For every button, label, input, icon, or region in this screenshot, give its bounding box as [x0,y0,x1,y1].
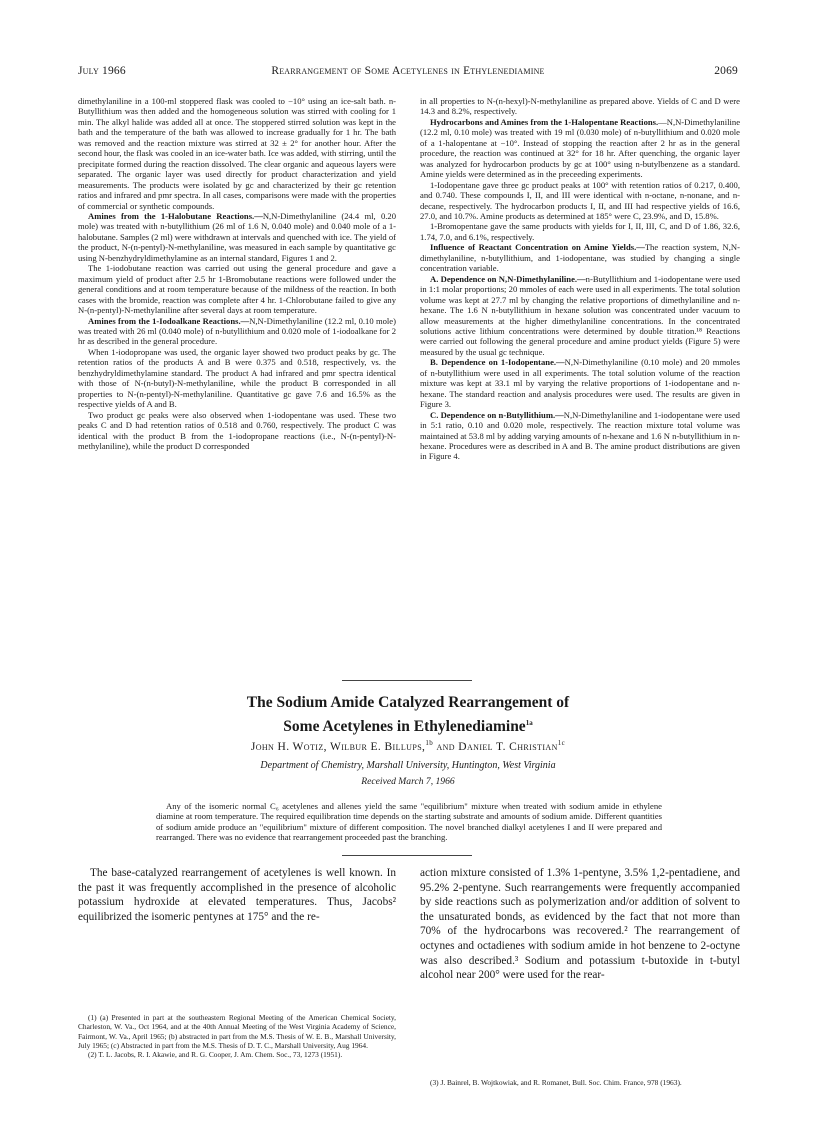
paragraph: dimethylaniline in a 100-ml stoppered flask was cooled to −10° using an ice-salt bath. n-Butyllithium was then added and the homogeneous solution was stirred with cooling for 1 min. The alkyl halide was added all at once. The stoppered stirred solution was kept in the bath and the temperature of the bath was allowed to increase gradually for 1 hr. The bath was removed and the reaction mixture was stirred at 32 ± 2° for another hour. After the second hour, the flask was cooled in an ice-water bath. Ice was added, with stirring, until the precipitate formed during the reaction dissolved. The clear organic and aqueous layers were separated. The organic layer was used directly for product characterization and yield measurements. The products were isolated by gc and characterized by their gc retention ratios and infrared and pmr spectra. In all cases, comparisons were made with the properties of commercial or synthetic compounds. [78,96,397,211]
abstract: Any of the isomeric normal C₆ acetylenes and allenes yield the same "equilibrium" mixture when treated with sodium amide in ethylene diamine at room temperature. The required equilibration time depends on the starting substrate and amounts of sodium amide. Different quantities of sodium amide produce an "equilibrium" mixture of different composition. The novel branched dialkyl acetylenes I and II were prepared and rearranged. There was no evidence that rearrangement proceeded past the branching. [156,801,662,842]
paragraph: 1-Bromopentane gave the same products with yields for I, II, III, C, and D of 1.86, 32.6, 1.74, 7.0, and 6.1%, respectively. [420,221,740,242]
running-title: Rearrangement of Some Acetylenes in Ethylenediamine [271,65,545,77]
paragraph: C. Dependence on n-Butyllithium.—N,N-Dimethylaniline and 1-iodopentane were used in 5:1 ratio, 0.10 and 0.020 mole, respectively. The reaction mixture total volume was maintained at 53.8 ml by adding varying amounts of n-hexane and 1.6 N n-butyllithium in n-hexane. Procedures were as described in A and B. The amine product distributions are given in Figure 4. [420,409,740,462]
divider-rule [342,680,472,681]
paragraph: A. Dependence on N,N-Dimethylaniline.—n-Butyllithium and 1-iodopentane were used in 1:1 molar proportions; 20 mmoles of each were used in all experiments. The total solution volume was kept at 27.7 ml by changing the relative proportions of dimethylaniline and n-hexane. The 1.6 N n-butyllithium in hexane solution was concentrated under vacuum to allow measurements at the higher dimethylaniline concentrations. In the concentrated solutions active lithium concentrations were determined by double titration.¹⁸ Reactions were carried out following the general procedure and amine product yields (Figure 5) were measured by the usual gc technique. [420,273,740,357]
paragraph: The 1-iodobutane reaction was carried out using the general procedure and gave a maximum yield of product after 2.5 hr 1-Bromobutane reactions were followed under the general conditions and at room temperature because of the mildness of the reaction. In both cases with the bromide, reaction was complete after 4 hr. 1-Chlorobutane failed to give any N-(n-pentyl)-N-methylaniline after several days at room temperature. [78,263,396,316]
received-date: Received March 7, 1966 [361,776,455,787]
section-heading: Influence of Reactant Concentration on Amine Yields.— [430,242,645,253]
author-name: Wilbur E. Billups, [329,740,426,753]
author-list [110,739,706,753]
paragraph: The base-catalyzed rearrangement of acetylenes is well known. In the past it was frequently accomplished in the presence of alcoholic potassium hydroxide at elevated temperatures. Thus, Jacobs² equilibrized the isomeric pentynes at 175° and the re- [78,867,396,923]
footnotes-left [78,1013,396,1059]
left-text-column [78,96,396,451]
paragraph: When 1-iodopropane was used, the organic layer showed two product peaks by gc. The retention ratios of the products A and B were 0.375 and 0.518, respectively, vs. the benzhydryldimethylamine standard. The product A had infrared and pmr spectra identical with those of N-(n-butyl)-N-methylaniline, while the product B corresponded in all properties to N-(n-pentyl)-N-methylaniline. Quantitative gc gave 7.6 and 16.5% as the respective yields of A and B. [78,346,396,410]
right-text-column [420,96,740,462]
paragraph: 1-Iodopentane gave three gc product peaks at 100° with retention ratios of 0.217, 0.400, and 0.740. These compounds I, II, and III were identical with n-octane, n-nonane, and n-decane, respectively. The hydrocarbon products I, II, and III had respective yields of 16.6, 27.0, and 10.7%. Amine products as determined at 185° were C, 23.9%, and D, 15.8%. [420,179,740,221]
section-heading: A. Dependence on N,N-Dimethylaniline.— [430,273,586,284]
paragraph: B. Dependence on 1-Iodopentane.—N,N-Dimethylaniline (0.10 mole) and 20 mmoles of n-butyllithium were used in all experiments. The total solution volume of the reaction mixture was kept at 33.1 ml by varying the relative proportions of 1-iodopentane and n-hexane. The standard reaction and analysis procedures were used. The results are given in Figure 3. [420,357,741,410]
paragraph: Influence of Reactant Concentration on Amine Yields.—The reaction system, N,N-dimethylaniline, n-butyllithium, and 1-iodopentane, was studied by changing a single concentration variable. [420,242,740,274]
title-line: The Sodium Amide Catalyzed Rearrangement of [246,694,570,711]
issue-date: July 1966 [78,65,126,77]
author-conjunction: and [436,740,455,753]
paragraph: Amines from the 1-Halobutane Reactions.—N,N-Dimethylaniline (24.4 ml, 0.20 mole) was treated with n-butyllithium (26 ml of 1.6 N, 0.040 mole) and 0.040 mole of a 1-halobutane. Samples (2 ml) were withdrawn at intervals and quenched with ice. The yield of the product, N-(n-pentyl)-N-methylaniline, was measured in each sample by quantitative gc using N-benzhydryldimethylamine as an internal standard, Figures 1 and 2. [78,210,396,263]
paragraph: Two product gc peaks were also observed when 1-iodopentane was used. These two peaks C and D had retention ratios of 0.518 and 0.760, respectively. The product C was identical with the product B from the 1-iodopropane reactions (i.e., N-(n-pentyl)-N-methylaniline), while the product D corresponded [78,409,396,451]
section-heading: Amines from the 1-Iodoalkane Reactions.— [88,315,250,326]
affiliation: Department of Chemistry, Marshall University, Huntington, West Virginia [260,760,556,771]
paragraph: Hydrocarbons and Amines from the 1-Halopentane Reactions.—N,N-Dimethylaniline (12.2 ml, 0.10 mole) was treated with 19 ml (0.030 mole) of n-butyllithium and 0.020 mole of a 1-halopentane at −10°. Instead of stopping the reaction after 2 hr as in the general procedure, the reaction was continued at 32° for 18 hr. After quenching, the organic layer was analyzed for hydrocarbon products by gc at 100° using n-butylbenzene as a standard. Amine yields were determined as in the preceeding experiments. [420,116,741,180]
section-heading: C. Dependence on n-Butyllithium.— [430,409,564,420]
author-name: Daniel T. Christian [458,740,558,753]
footnote: (2) T. L. Jacobs, R. I. Akawie, and R. G. Cooper, J. Am. Chem. Soc., 73, 1273 (1951). [88,1050,343,1060]
footnote: (3) J. Bainrel, B. Wojtkowiak, and R. Romanet, Bull. Soc. Chim. France, 978 (1963). [430,1078,682,1087]
footnote-mark: 1c [557,739,566,747]
section-heading: B. Dependence on 1-Iodopentane.— [430,357,565,368]
page-number: 2069 [714,65,738,77]
footnote: (1) (a) Presented in part at the southeastern Regional Meeting of the American Chemical Society, Charleston, W. Va., Oct 1964, and at the 40th Annual Meeting of the West Virginia Academy of Science, Fairmont, W. Va., April 1965; (b) abstracted in part from the M.S. Thesis of W. E. B., Marshall University, July 1965; (c) Abstracted in part from the M.S. Thesis of D. T. C., Marshall University, Aug 1964. [78,1013,396,1050]
section-heading: Amines from the 1-Halobutane Reactions.— [88,210,263,221]
article-title [110,692,706,737]
footnote-mark: 1a [525,719,533,727]
body-right-column [420,866,740,983]
footnote-mark: 1b [425,739,434,747]
section-heading: Hydrocarbons and Amines from the 1-Halopentane Reactions. [430,116,659,127]
footnotes-right [420,1078,740,1087]
paragraph: Amines from the 1-Iodoalkane Reactions.—N,N-Dimethylaniline (12.2 ml, 0.10 mole) was treated with 26 ml (0.040 mole) of n-butyllithium and 0.020 mole of 1-iodoalkane for 2 hr as described in the general procedure. [78,315,396,347]
body-left-column [78,866,396,924]
paragraph: action mixture consisted of 1.3% 1-pentyne, 3.5% 1,2-pentadiene, and 95.2% 2-pentyne. Such rearrangements were frequently accompanied by side reactions such as polymerization and/or addition of solvent to the unsaturated bonds, as evidenced by the fact that not more than 70% of the hydrocarbons was recovered.² The rearrangement of octynes and octadienes with sodium amide in hot benzene to 2-octyne was also described.³ Sodium and potassium t-butoxide in t-butyl alcohol near 200° were used for the rear- [420,867,740,982]
title-line: Some Acetylenes in Ethylenediamine$^{1a}$ [283,718,533,736]
running-head [78,65,738,81]
paragraph: in all properties to N-(n-hexyl)-N-methylaniline as prepared above. Yields of C and D were 14.3 and 8.2%, respectively. [420,96,740,117]
divider-rule [342,855,472,856]
author-name: John H. Wotiz, [250,740,327,753]
